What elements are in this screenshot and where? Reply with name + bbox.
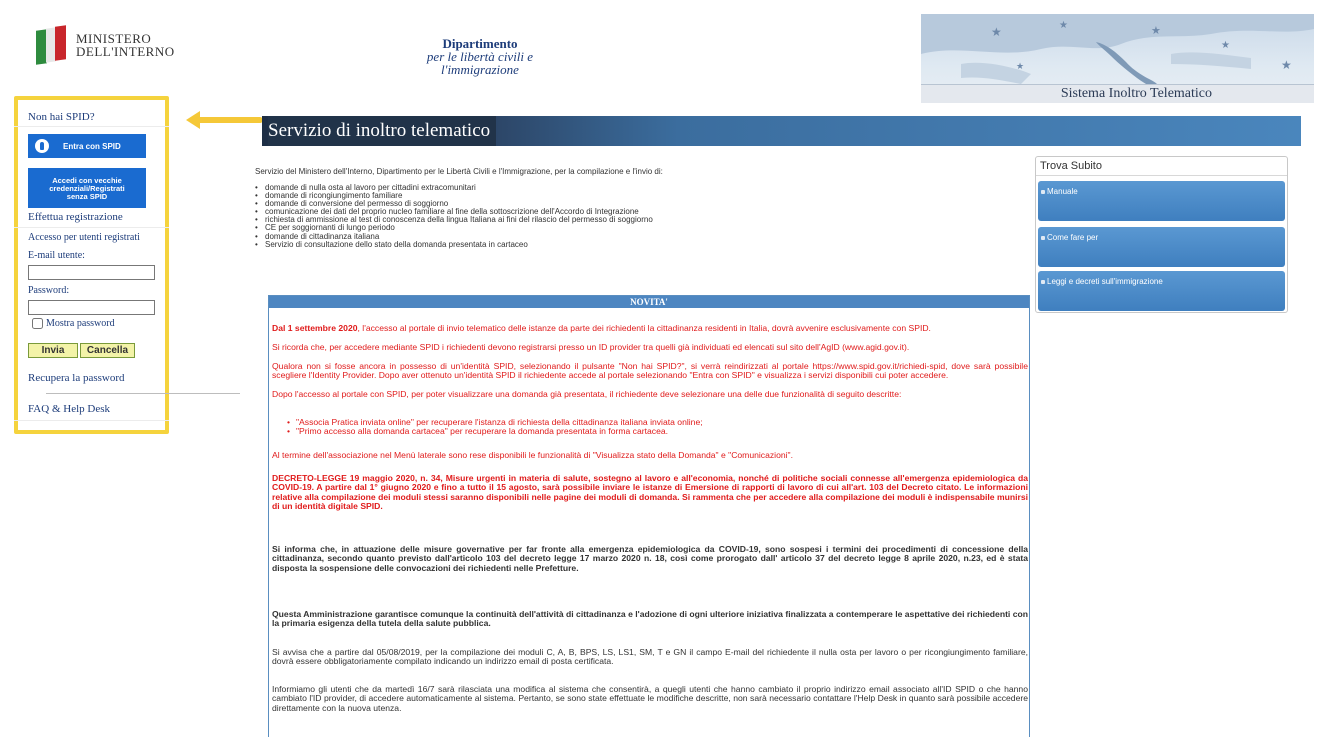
- divider: [1036, 175, 1287, 176]
- svg-text:★: ★: [1151, 24, 1161, 37]
- legacy-button-line1: Accedi con vecchie: [52, 176, 122, 185]
- svg-text:★: ★: [1281, 58, 1292, 72]
- register-link[interactable]: Effettua registrazione: [28, 211, 123, 223]
- list-item: • domande di conversione del permesso di soggiorno: [255, 200, 653, 208]
- show-password-label: Mostra password: [46, 318, 115, 329]
- faq-helpdesk-link[interactable]: FAQ & Help Desk: [28, 403, 110, 415]
- news-paragraph: Questa Amministrazione garantisce comunque la continuità dell'attività di cittadinanza e l'adozione di ogni ulteriore iniziativa finalizzata a contemperare le aspettative dei richiedenti con la primaria esigenza della tutela della salute pubblica.: [272, 609, 1028, 629]
- list-item: • "Primo accesso alla domanda cartacea" per recuperare la domanda presentata in forma cartacea.: [287, 427, 703, 436]
- divider: [14, 420, 169, 421]
- ministry-logo[interactable]: [36, 26, 175, 64]
- news-panel: [268, 295, 1030, 737]
- list-item: • domande di nulla osta al lavoro per cittadini extracomunitari: [255, 184, 653, 192]
- bullet-icon: [1041, 280, 1045, 284]
- news-text: , l'accesso al portale di invio telematico delle istanze da parte dei richiedenti la cittadinanza residenti in Italia, dovrà avvenire esclusivamente con SPID.: [357, 323, 931, 333]
- list-item: • Servizio di consultazione dello stato della domanda presentata in cartaceo: [255, 241, 653, 249]
- svg-text:★: ★: [1016, 62, 1025, 72]
- spid-button-label: Entra con SPID: [63, 141, 121, 151]
- quick-link-leggi[interactable]: [1038, 271, 1285, 311]
- quick-link-label: Leggi e decreti sull'immigrazione: [1047, 277, 1163, 286]
- email-input[interactable]: [28, 265, 155, 280]
- news-paragraph: Dopo l'accesso al portale con SPID, per poter visualizzare una domanda già presentata, il richiedente deve selezionare una delle due funzionalità di seguito descritte:: [272, 389, 902, 399]
- logo-line1: MINISTERO: [76, 31, 152, 46]
- divider: [14, 126, 169, 127]
- arrow-left-icon: [184, 110, 262, 130]
- legacy-button-line2: credenziali/Registrati: [49, 184, 125, 193]
- dept-line2: per le libertà civili e: [426, 49, 534, 64]
- news-paragraph: [272, 324, 1028, 333]
- list-item: • domande di ricongiungimento familiare: [255, 192, 653, 200]
- dept-line1: Dipartimento: [442, 36, 518, 51]
- divider: [14, 227, 169, 228]
- list-item: • domande di cittadinanza italiana: [255, 233, 653, 241]
- svg-text:★: ★: [991, 25, 1002, 39]
- page-title-bar: [262, 116, 1301, 146]
- quick-link-manuale[interactable]: [1038, 181, 1285, 221]
- news-paragraph: Si informa che, in attuazione delle misure governative per far fronte alla emergenza epidemiologica da COVID-19, sono sospesi i termini dei procedimenti di concessione della cittadinanza, secondo quanto previsto dall'articolo 103 del decreto legge 17 marzo 2020 n. 18, così come prorogato dall' articolo 37 del decreto legge 8 aprile 2020, n.23, ed è stata disposta la sospensione delle convocazioni dei richiedenti nelle Prefetture.: [272, 544, 1028, 573]
- password-label: Password:: [28, 285, 70, 296]
- user-icon: [35, 139, 49, 153]
- news-paragraph: Al termine dell'associazione nel Menù laterale sono rese disponibili le funzionalità di "Visualizza stato della Domanda" e "Comunicazioni".: [272, 450, 794, 460]
- news-paragraph: Informiamo gli utenti che da martedì 16/7 sarà rilasciata una modifica al sistema che consentirà, a quegli utenti che hanno cambiato il proprio indirizzo email associato all'ID SPID o che hanno cambiato l'ID provider, di accedere automaticamente al sistema. Pertanto, se sono state effettuate le modifiche descritte, non sarà necessario contattare l'Help Desk in quanto sarà possibile accedere direttamente con la nuova utenza.: [272, 684, 1028, 713]
- svg-text:★: ★: [1221, 40, 1230, 51]
- bullet-icon: [1041, 236, 1045, 240]
- system-title: Sistema Inoltro Telematico: [921, 84, 1314, 103]
- department-title: [405, 37, 555, 76]
- news-paragraph: Qualora non si fosse ancora in possesso di un'identità SPID, selezionando il pulsante "Non hai SPID?", si verrà reindirizzati al portale https://www.spid.gov.it/richiedi-spid, dove sarà possibile scegliere l'Identity Provider. Dopo aver ottenuto un'identità SPID il richiedente accede al portale selezionando "Entra con SPID" e visualizza i servizi disponibili cui poter accedere.: [272, 361, 1028, 381]
- quick-link-label: Manuale: [1047, 187, 1078, 196]
- service-list: [255, 184, 653, 249]
- logo-line2: DELL'INTERNO: [76, 44, 175, 59]
- intro-text: Servizio del Ministero dell'Interno, Dipartimento per le Libertà Civili e l'Immigrazione, per la compilazione e l'invio di:: [255, 167, 663, 176]
- recover-password-link[interactable]: Recupera la password: [28, 372, 125, 384]
- list-item: • comunicazione dei dati del proprio nucleo familiare al fine della sottoscrizione dell'Accordo di Integrazione: [255, 208, 653, 216]
- submit-button[interactable]: Invia: [28, 343, 78, 358]
- news-paragraph: Si avvisa che a partire dal 05/08/2019, per la compilazione dei moduli C, A, B, BPS, LS, LS1, SM, T e GN il campo E-mail del richiedente il nulla osta per lavoro o per ricongiungimento familiare, dovrà essere obbligatoriamente compilato indicando un indirizzo email di posta certificata.: [272, 647, 1028, 667]
- no-spid-link[interactable]: Non hai SPID?: [28, 111, 95, 123]
- news-list: [287, 418, 703, 437]
- bullet-icon: [1041, 190, 1045, 194]
- list-item-continuation: CE per soggiornanti di lungo periodo: [265, 223, 395, 233]
- email-label: E-mail utente:: [28, 250, 85, 261]
- quick-links-title: Trova Subito: [1040, 160, 1102, 172]
- list-item: • richiesta di ammissione al test di conoscenza della lingua Italiana ai fini del rilascio del permesso di soggiorno: [255, 216, 653, 224]
- news-paragraph: DECRETO-LEGGE 19 maggio 2020, n. 34, Misure urgenti in materia di salute, sostegno al lavoro e all'economia, nonché di politiche sociali connesse all'emergenza epidemiologica da COVID-19. A partire dal 1° giugno 2020 e fino a tutto il 15 agosto, sarà possibile inviare le istanze di Emersione di rapporti di lavoro di cui all'art. 103 del Decreto citato. Le informazioni relative alla compilazione dei moduli stessi saranno disponibili nelle pagine dei moduli di domanda. Si rammenta che per accedere alla compilazione dei moduli è indispensabile munirsi di un identità digitale SPID.: [272, 473, 1028, 512]
- show-password-checkbox[interactable]: [32, 318, 43, 329]
- password-input[interactable]: [28, 300, 155, 315]
- cancel-button[interactable]: Cancella: [80, 343, 135, 358]
- italy-flag-icon: [36, 26, 66, 64]
- spid-login-button[interactable]: [28, 134, 146, 158]
- page-title: Servizio di inoltro telematico: [268, 116, 496, 146]
- news-date: Dal 1 settembre 2020: [272, 323, 358, 333]
- news-paragraph: Si ricorda che, per accedere mediante SPID i richiedenti devono registrarsi presso un ID provider tra quelli già individuati ed elencati sul sito dell'AgID (www.agid.gov.it).: [272, 342, 910, 352]
- divider: [46, 393, 240, 394]
- quick-link-come-fare[interactable]: [1038, 227, 1285, 267]
- legacy-login-button[interactable]: [28, 168, 146, 208]
- quick-links-panel: [1035, 156, 1288, 313]
- quick-link-label: Come fare per: [1047, 233, 1099, 242]
- svg-text:★: ★: [1059, 20, 1068, 31]
- registered-access-heading: Accesso per utenti registrati: [28, 232, 140, 243]
- legacy-button-line3: senza SPID: [66, 192, 108, 201]
- list-item: • "Associa Pratica inviata online" per recuperare l'istanza di richiesta della cittadinanza italiana inviata online;: [287, 418, 703, 427]
- news-header: NOVITA': [269, 296, 1029, 308]
- dept-line3: l'immigrazione: [441, 62, 519, 77]
